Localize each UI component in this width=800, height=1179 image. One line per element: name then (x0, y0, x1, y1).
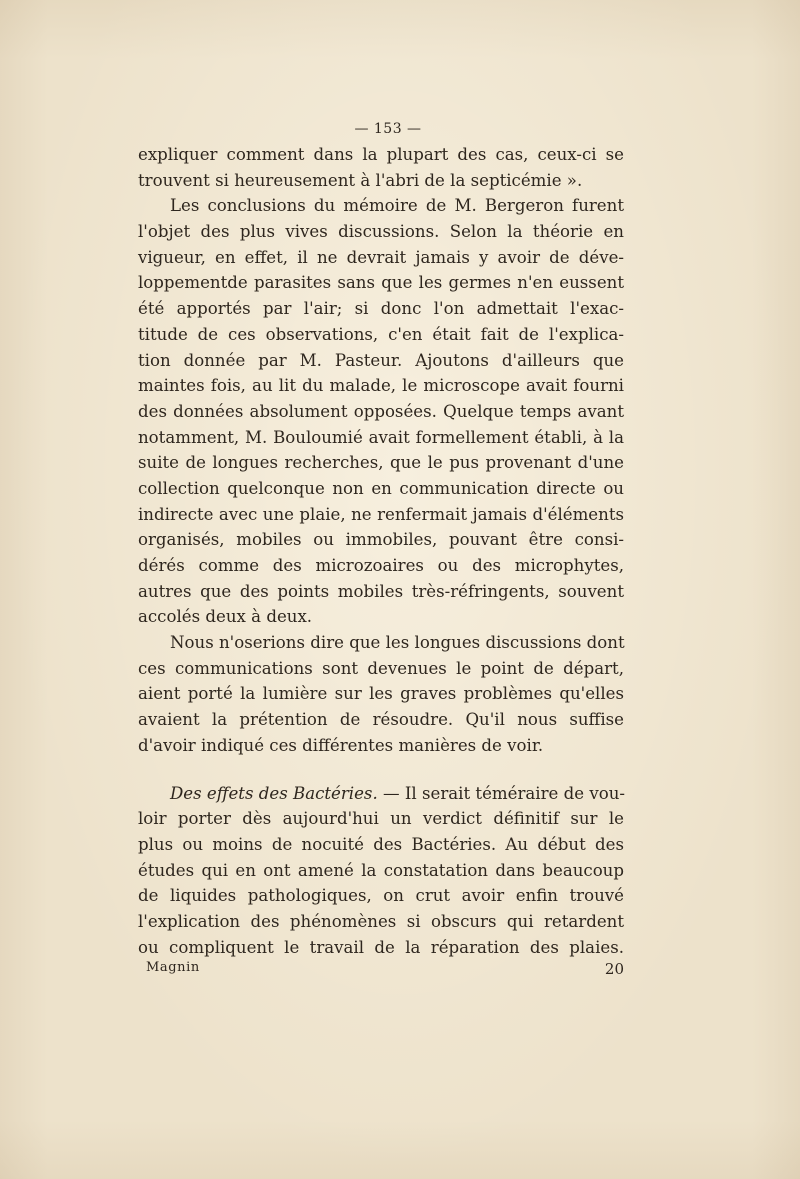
signature-mark: Magnin (146, 960, 200, 975)
text-line: l'explication des phénomènes si obscurs qui retardent (138, 911, 624, 931)
text-line: ou compliquent le travail de la réparation des plaies. (138, 937, 624, 957)
paragraph-gap (138, 759, 624, 781)
text-line: maintes fois, au lit du malade, le microscope avait fourni (138, 376, 624, 396)
text-line: été apportés par l'air; si donc l'on admettait l'exac- (138, 299, 624, 319)
text-line: loppementde parasites sans que les germes n'en eussent (138, 273, 624, 293)
text-line: suite de longues recherches, que le pus provenant d'une (138, 453, 624, 473)
text-line: expliquer comment dans la plupart des cas, ceux-ci se (138, 145, 624, 164)
text-line: Nous n'oserions dire que les longues discussions dont (170, 633, 625, 653)
signature-number: 20 (604, 960, 624, 978)
text-line: tion donnée par M. Pasteur. Ajoutons d'ailleurs que (138, 350, 624, 370)
text-line: études qui en ont amené la constatation dans beaucoup (138, 860, 624, 880)
text-line: aient porté la lumière sur les graves problèmes qu'elles (138, 684, 624, 704)
text-line: autres que des points mobiles très-réfringents, souvent (138, 581, 624, 601)
text-line: organisés, mobiles ou immobiles, pouvant être consi- (138, 530, 624, 550)
text-line: accolés deux à deux. (138, 607, 313, 627)
text-line: indirecte avec une plaie, ne renfermait jamais d'éléments (138, 504, 624, 524)
page-number: — 153 — (354, 121, 422, 137)
text-line: titude de ces observations, c'en était fait de l'explica- (138, 324, 624, 344)
section-lead-rest: — Il serait téméraire de vou- (377, 783, 626, 803)
text-line: notamment, M. Bouloumié avait formellement établi, à la (138, 427, 624, 447)
text-line: Les conclusions du mémoire de M. Bergeron furent (170, 196, 624, 216)
text-line: l'objet des plus vives discussions. Selon la théorie en (138, 222, 624, 242)
section-lead: Des effets des Bactéries. (170, 783, 378, 803)
text-line: avaient la prétention de résoudre. Qu'il nous suffise (138, 710, 624, 730)
text-line: des données absolument opposées. Quelque temps avant (138, 401, 624, 421)
text-line (138, 781, 624, 807)
text-line: plus ou moins de nocuité des Bactéries. Au début des (138, 834, 624, 854)
text-line: vigueur, en effet, il ne devrait jamais y avoir de déve- (138, 247, 624, 267)
text-line: de liquides pathologiques, on crut avoir enfin trouvé (138, 886, 624, 906)
text-line: ces communications sont devenues le point de départ, (138, 658, 624, 678)
body-text (138, 142, 624, 960)
text-line: d'avoir indiqué ces différentes manières de voir. (138, 735, 544, 755)
text-line: collection quelconque non en communication directe ou (138, 478, 624, 498)
text-line: trouvent si heureusement à l'abri de la septicémie ». (138, 170, 583, 190)
text-line: loir porter dès aujourd'hui un verdict définitif sur le (138, 809, 624, 829)
text-line: dérés comme des microzoaires ou des microphytes, (138, 556, 624, 575)
